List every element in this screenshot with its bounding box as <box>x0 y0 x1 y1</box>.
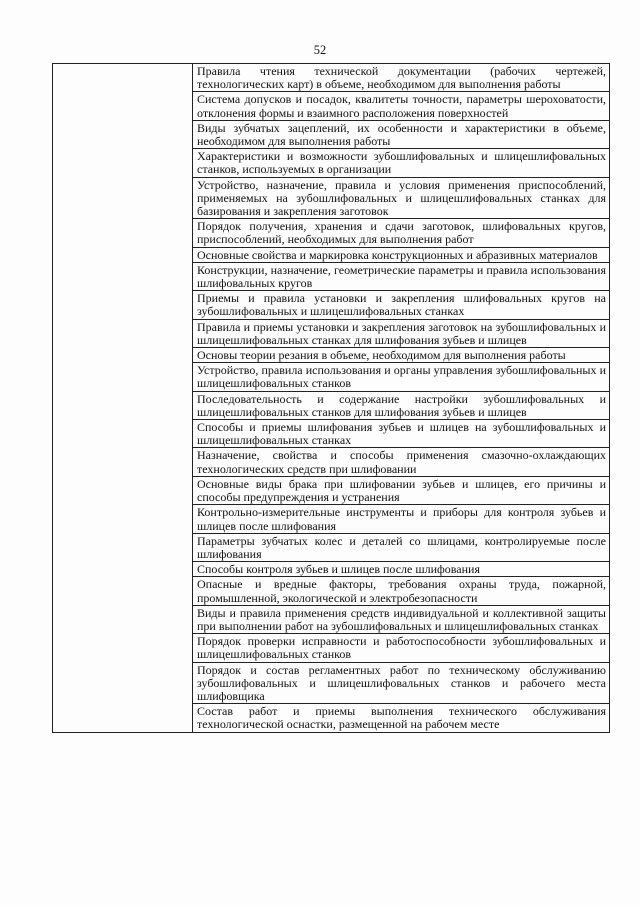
table-row <box>53 64 610 92</box>
table-cell: Система допусков и посадок, квалитеты точности, параметры шероховатости, отклонения формы и взаимного расположения поверхностей <box>193 92 610 120</box>
table-cell: Порядок проверки исправности и работоспособности зубошлифовальных и шлицешлифовальных станков <box>193 634 610 662</box>
table-cell: Порядок получения, хранения и сдачи заготовок, шлифовальных кругов, приспособлений, необходимых для выполнения работ <box>193 219 610 247</box>
table-cell: Приемы и правила установки и закрепления шлифовальных кругов на зубошлифовальных и шлицешлифовальных станках <box>193 291 610 319</box>
table-cell: Основы теории резания в объеме, необходимом для выполнения работы <box>193 348 610 363</box>
table-cell: Назначение, свойства и способы применения смазочно-охлаждающих технологических средств при шлифовании <box>193 448 610 476</box>
left-empty-cell <box>53 64 193 733</box>
table-cell: Устройство, назначение, правила и условия применения приспособлений, применяемых на зубошлифовальных и шлицешлифовальных станках для базирования и закрепления заготовок <box>193 177 610 219</box>
table-cell: Правила чтения технической документации (рабочих чертежей, технологических карт) в объеме, необходимом для выполнения работы <box>193 64 610 92</box>
table-cell: Основные свойства и маркировка конструкционных и абразивных материалов <box>193 247 610 262</box>
table-cell: Виды зубчатых зацеплений, их особенности и характеристики в объеме, необходимом для выполнения работы <box>193 120 610 148</box>
knowledge-table <box>52 63 610 733</box>
table-cell: Параметры зубчатых колес и деталей со шлицами, контролируемые после шлифования <box>193 533 610 561</box>
table-cell: Устройство, правила использования и органы управления зубошлифовальных и шлицешлифовальных станков <box>193 363 610 391</box>
table-cell: Состав работ и приемы выполнения технического обслуживания технологической оснастки, размещенной на рабочем месте <box>193 704 610 732</box>
table-cell: Способы и приемы шлифования зубьев и шлицев на зубошлифовальных и шлицешлифовальных станках <box>193 420 610 448</box>
table-cell: Порядок и состав регламентных работ по техническому обслуживанию зубошлифовальных и шлицешлифовальных станков и рабочего места шлифовщика <box>193 662 610 704</box>
table-cell: Способы контроля зубьев и шлицев после шлифования <box>193 562 610 577</box>
table-cell: Контрольно-измерительные инструменты и приборы для контроля зубьев и шлицев после шлифования <box>193 505 610 533</box>
table-cell: Виды и правила применения средств индивидуальной и коллективной защиты при выполнении работ на зубошлифовальных и шлицешлифовальных станках <box>193 605 610 633</box>
table-cell: Характеристики и возможности зубошлифовальных и шлицешлифовальных станков, используемых в организации <box>193 149 610 177</box>
page-number: 52 <box>313 43 327 57</box>
table-cell: Основные виды брака при шлифовании зубьев и шлицев, его причины и способы предупреждения и устранения <box>193 476 610 504</box>
knowledge-table-body <box>53 64 610 733</box>
table-cell: Конструкции, назначение, геометрические параметры и правила использования шлифовальных кругов <box>193 262 610 290</box>
table-cell: Последовательность и содержание настройки зубошлифовальных и шлицешлифовальных станков для шлифования зубьев и шлицев <box>193 391 610 419</box>
table-cell: Правила и приемы установки и закрепления заготовок на зубошлифовальных и шлицешлифовальных станках для шлифования зубьев и шлицев <box>193 319 610 347</box>
table-cell: Опасные и вредные факторы, требования охраны труда, пожарной, промышленной, экологической и электробезопасности <box>193 577 610 605</box>
